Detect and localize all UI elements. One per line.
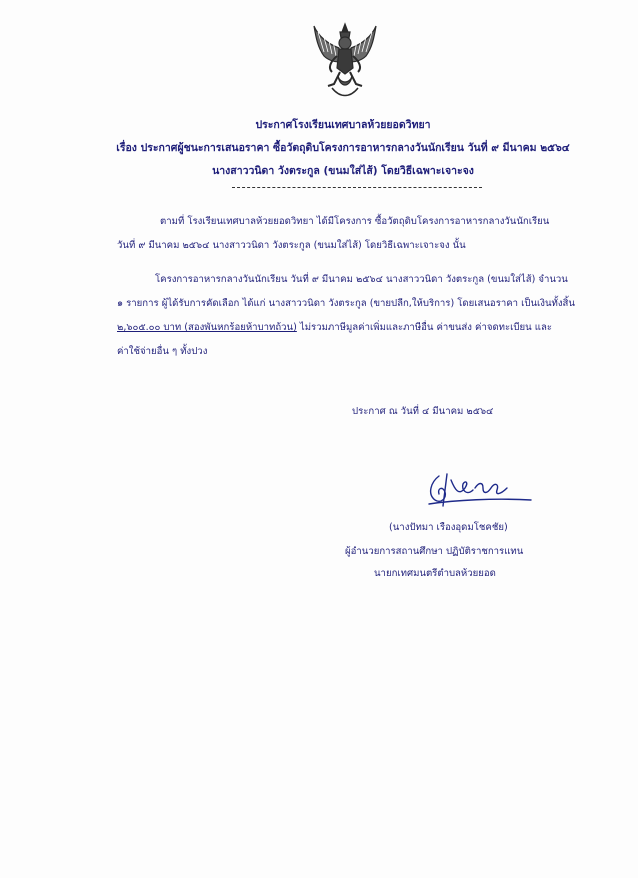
signer-name: (นางปัทมา เรืองอุดมโชคชัย): [389, 522, 508, 533]
garuda-emblem-icon: [310, 22, 380, 100]
paragraph1-line2: วันที่ ๙ มีนาคม ๒๕๖๔ นางสาววนิดา วังตระกูล (ขนมใส่ไส้) โดยวิธีเฉพาะเจาะจง นั้น: [117, 240, 466, 251]
announcement-title: ประกาศโรงเรียนเทศบาลห้วยยอดวิทยา: [255, 119, 431, 131]
paragraph2-line2: ๑ รายการ ผู้ได้รับการคัดเลือก ได้แก่ นางสาววนิดา วังตระกูล (ขายปลีก,ให้บริการ) โดยเสนอราคา เป็นเงินทั้งสิ้น: [117, 298, 575, 309]
handwritten-signature-icon: [425, 470, 535, 514]
announcement-date: ประกาศ ณ วันที่ ๔ มีนาคม ๒๕๖๔: [352, 406, 494, 417]
paragraph1-line1: ตามที่ โรงเรียนเทศบาลห้วยยอดวิทยา ได้มีโครงการ ซื้อวัตถุดิบโครงการอาหารกลางวันนักเรียน: [160, 216, 550, 227]
announcement-subject-cont: นางสาววนิดา วังตระกูล (ขนมใส่ไส้) โดยวิธีเฉพาะเจาะจง: [212, 165, 474, 177]
signer-position: ผู้อำนวยการสถานศึกษา ปฏิบัติราชการแทน: [345, 546, 524, 557]
paragraph2-line1: โครงการอาหารกลางวันนักเรียน วันที่ ๙ มีนาคม ๒๕๖๔ นางสาววนิดา วังตระกูล (ขนมใส่ไส้) จำนวน: [155, 274, 568, 285]
announcement-subject: เรื่อง ประกาศผู้ชนะการเสนอราคา ซื้อวัตถุดิบโครงการอาหารกลางวันนักเรียน วันที่ ๙ มีนาคม ๒๕๖๔: [116, 142, 570, 154]
paragraph2-line3-rest: ไม่รวมภาษีมูลค่าเพิ่มและภาษีอื่น ค่าขนส่ง ค่าจดทะเบียน และ: [296, 322, 552, 333]
paragraph2-line3: [117, 320, 552, 335]
paragraph2-line4: ค่าใช้จ่ายอื่น ๆ ทั้งปวง: [117, 346, 208, 357]
signer-position-2: นายกเทศมนตรีตำบลห้วยยอด: [374, 568, 496, 579]
award-amount: ๒,๖๐๕.๐๐ บาท (สองพันหกร้อยห้าบาทถ้วน): [117, 322, 297, 333]
header-divider: [232, 187, 482, 188]
